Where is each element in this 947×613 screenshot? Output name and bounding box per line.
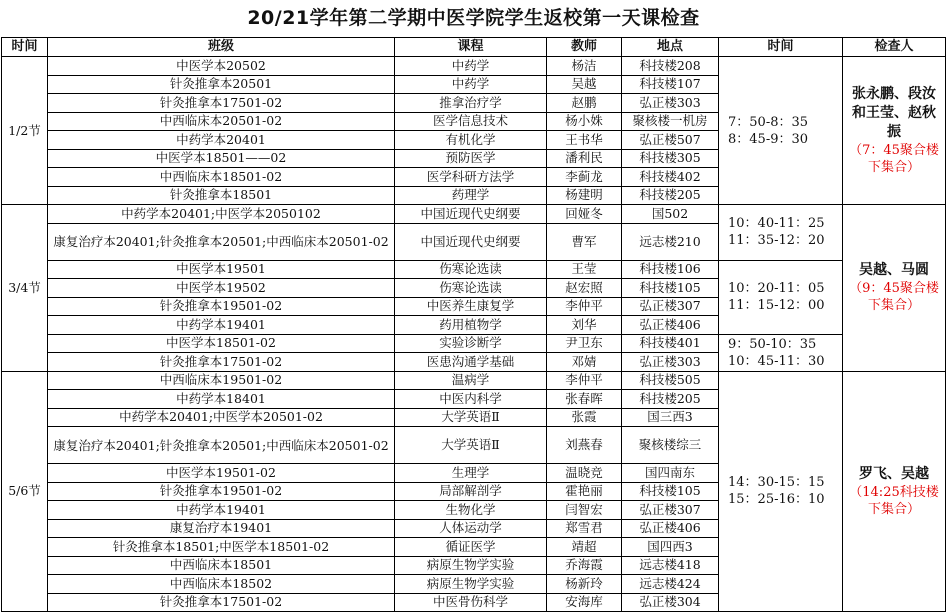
time-slot-first: 10：40-11：25 xyxy=(728,216,825,232)
course-cell: 生理学 xyxy=(395,464,547,483)
class-cell: 中西临床本18501-02 xyxy=(48,168,395,187)
class-cell: 中药学本20401;中医学本2050102 xyxy=(48,205,395,224)
table-row xyxy=(2,334,946,353)
class-cell: 针灸推拿本17501-02 xyxy=(48,94,395,113)
course-cell: 病原生物学实验 xyxy=(395,575,547,594)
course-cell: 医学信息技术 xyxy=(395,112,547,131)
class-cell: 针灸推拿本20501 xyxy=(48,75,395,94)
course-cell: 中国近现代史纲要 xyxy=(395,205,547,224)
place-cell: 国四南东 xyxy=(622,464,719,483)
place-cell: 科技楼105 xyxy=(622,279,719,298)
period-cell: 5/6节 xyxy=(2,371,48,612)
course-cell: 预防医学 xyxy=(395,149,547,168)
table-row xyxy=(2,371,946,390)
place-cell: 弘正楼303 xyxy=(622,94,719,113)
time-slot-first: 9：50-10：35 xyxy=(728,336,817,352)
course-cell: 中国近现代史纲要 xyxy=(395,223,547,260)
class-cell: 针灸推拿本17501-02 xyxy=(48,353,395,372)
teacher-cell: 靖超 xyxy=(547,538,622,557)
time-cell xyxy=(719,205,843,261)
time-slot-second: 10：45-11：30 xyxy=(728,353,825,369)
teacher-cell: 闫智宏 xyxy=(547,501,622,520)
place-cell: 弘正楼406 xyxy=(622,519,719,538)
course-cell: 大学英语Ⅱ xyxy=(395,408,547,427)
teacher-cell: 潘利民 xyxy=(547,149,622,168)
course-cell: 局部解剖学 xyxy=(395,482,547,501)
class-cell: 针灸推拿本17501-02 xyxy=(48,593,395,612)
teacher-cell: 刘燕春 xyxy=(547,427,622,464)
place-cell: 科技楼107 xyxy=(622,75,719,94)
class-cell: 中药学本19401 xyxy=(48,316,395,335)
class-cell: 中西临床本18501 xyxy=(48,556,395,575)
inspector-meeting-note: （14:25科技楼下集合） xyxy=(849,484,939,517)
course-cell: 大学英语Ⅱ xyxy=(395,427,547,464)
teacher-cell: 杨小姝 xyxy=(547,112,622,131)
inspector-cell xyxy=(843,205,946,372)
place-cell: 科技楼505 xyxy=(622,371,719,390)
page-title: 20/21学年第二学期中医学院学生返校第一天课检查 xyxy=(247,7,700,29)
place-cell: 聚核楼综三 xyxy=(622,427,719,464)
time-slot-second: 11：15-12：00 xyxy=(728,298,825,313)
class-cell: 针灸推拿本18501;中医学本18501-02 xyxy=(48,538,395,557)
time-cell xyxy=(719,371,843,612)
course-cell: 温病学 xyxy=(395,371,547,390)
col-header-course: 课程 xyxy=(395,38,547,57)
teacher-cell: 尹卫东 xyxy=(547,334,622,353)
place-cell: 远志楼210 xyxy=(622,223,719,260)
class-cell: 针灸推拿本19501-02 xyxy=(48,297,395,316)
time-slot-first: 14：30-15：15 xyxy=(728,475,825,491)
col-header-time: 时间 xyxy=(719,38,843,57)
teacher-cell: 霍艳丽 xyxy=(547,482,622,501)
course-cell: 中医内科学 xyxy=(395,390,547,409)
place-cell: 科技楼105 xyxy=(622,482,719,501)
place-cell: 科技楼208 xyxy=(622,57,719,76)
course-cell: 中医养生康复学 xyxy=(395,297,547,316)
course-cell: 伤寒论选读 xyxy=(395,279,547,298)
teacher-cell: 赵宏照 xyxy=(547,279,622,298)
inspector-meeting-note: （9：45聚合楼下集合） xyxy=(849,281,939,314)
col-header-period: 时间 xyxy=(2,38,48,57)
teacher-cell: 邓婧 xyxy=(547,353,622,372)
time-cell xyxy=(719,57,843,205)
class-cell: 中医学本19501 xyxy=(48,260,395,279)
place-cell: 弘正楼507 xyxy=(622,131,719,150)
place-cell: 科技楼106 xyxy=(622,260,719,279)
teacher-cell: 杨洁 xyxy=(547,57,622,76)
class-cell: 中药学本20401 xyxy=(48,131,395,150)
schedule-body xyxy=(2,57,946,612)
inspector-meeting-note: （7：45聚合楼下集合） xyxy=(849,143,939,175)
place-cell: 科技楼205 xyxy=(622,186,719,205)
time-slot-second: 11：35-12：20 xyxy=(728,233,825,249)
teacher-cell: 王书华 xyxy=(547,131,622,150)
class-cell: 中医学本20502 xyxy=(48,57,395,76)
inspector-cell xyxy=(843,57,946,205)
course-cell: 病原生物学实验 xyxy=(395,556,547,575)
table-row xyxy=(2,260,946,279)
class-cell: 中药学本20401;中医学本20501-02 xyxy=(48,408,395,427)
place-cell: 科技楼401 xyxy=(622,334,719,353)
inspector-names: 罗飞、吴越 xyxy=(859,465,929,482)
col-header-teacher: 教师 xyxy=(547,38,622,57)
teacher-cell: 张春晖 xyxy=(547,390,622,409)
inspector-cell xyxy=(843,371,946,612)
teacher-cell: 杨新玲 xyxy=(547,575,622,594)
teacher-cell: 温晓竞 xyxy=(547,464,622,483)
place-cell: 国四西3 xyxy=(622,538,719,557)
teacher-cell: 李蓟龙 xyxy=(547,168,622,187)
course-cell: 中药学 xyxy=(395,75,547,94)
place-cell: 国三西3 xyxy=(622,408,719,427)
teacher-cell: 李仲平 xyxy=(547,297,622,316)
class-cell: 中医学本18501-02 xyxy=(48,334,395,353)
header-row xyxy=(2,38,946,57)
course-cell: 有机化学 xyxy=(395,131,547,150)
course-cell: 医患沟通学基础 xyxy=(395,353,547,372)
place-cell: 弘正楼303 xyxy=(622,353,719,372)
schedule-table xyxy=(1,37,946,612)
time-slot-second: 15：25-16：10 xyxy=(728,492,825,508)
col-header-class: 班级 xyxy=(48,38,395,57)
teacher-cell: 曹军 xyxy=(547,223,622,260)
course-cell: 中医骨伤科学 xyxy=(395,593,547,612)
teacher-cell: 赵鹏 xyxy=(547,94,622,113)
teacher-cell: 回娅冬 xyxy=(547,205,622,224)
course-cell: 药理学 xyxy=(395,186,547,205)
course-cell: 人体运动学 xyxy=(395,519,547,538)
teacher-cell: 刘华 xyxy=(547,316,622,335)
course-cell: 医学科研方法学 xyxy=(395,168,547,187)
class-cell: 康复治疗本20401;针灸推拿本20501;中西临床本20501-02 xyxy=(48,223,395,260)
class-cell: 中医学本18501——02 xyxy=(48,149,395,168)
place-cell: 聚核楼一机房 xyxy=(622,112,719,131)
class-cell: 中药学本18401 xyxy=(48,390,395,409)
time-cell xyxy=(719,260,843,334)
place-cell: 弘正楼307 xyxy=(622,297,719,316)
teacher-cell: 李仲平 xyxy=(547,371,622,390)
place-cell: 弘正楼304 xyxy=(622,593,719,612)
class-cell: 中医学本19501-02 xyxy=(48,464,395,483)
period-cell: 1/2节 xyxy=(2,57,48,205)
time-slot-second: 8：45-9：30 xyxy=(728,131,809,147)
class-cell: 中西临床本19501-02 xyxy=(48,371,395,390)
place-cell: 科技楼205 xyxy=(622,390,719,409)
time-slot-first: 10：20-11：05 xyxy=(728,281,825,296)
teacher-cell: 王莹 xyxy=(547,260,622,279)
class-cell: 中医学本19502 xyxy=(48,279,395,298)
class-cell: 中西临床本20501-02 xyxy=(48,112,395,131)
place-cell: 远志楼418 xyxy=(622,556,719,575)
course-cell: 实验诊断学 xyxy=(395,334,547,353)
course-cell: 推拿治疗学 xyxy=(395,94,547,113)
class-cell: 针灸推拿本18501 xyxy=(48,186,395,205)
place-cell: 远志楼424 xyxy=(622,575,719,594)
class-cell: 中药学本19401 xyxy=(48,501,395,520)
inspector-names: 吴越、马圆 xyxy=(859,262,929,279)
course-cell: 伤寒论选读 xyxy=(395,260,547,279)
class-cell: 中西临床本18502 xyxy=(48,575,395,594)
course-cell: 生物化学 xyxy=(395,501,547,520)
place-cell: 弘正楼307 xyxy=(622,501,719,520)
inspector-names: 张永鹏、段汝和王莹、赵秋振 xyxy=(852,86,936,140)
course-cell: 中药学 xyxy=(395,57,547,76)
teacher-cell: 吴越 xyxy=(547,75,622,94)
teacher-cell: 乔海霞 xyxy=(547,556,622,575)
time-cell xyxy=(719,334,843,371)
place-cell: 国502 xyxy=(622,205,719,224)
class-cell: 针灸推拿本19501-02 xyxy=(48,482,395,501)
teacher-cell: 郑雪君 xyxy=(547,519,622,538)
period-cell: 3/4节 xyxy=(2,205,48,372)
time-slot-first: 7：50-8：35 xyxy=(728,114,809,130)
teacher-cell: 安海库 xyxy=(547,593,622,612)
teacher-cell: 杨建明 xyxy=(547,186,622,205)
table-row xyxy=(2,205,946,224)
place-cell: 科技楼305 xyxy=(622,149,719,168)
place-cell: 弘正楼406 xyxy=(622,316,719,335)
col-header-place: 地点 xyxy=(622,38,719,57)
class-cell: 康复治疗本19401 xyxy=(48,519,395,538)
course-cell: 药用植物学 xyxy=(395,316,547,335)
place-cell: 科技楼402 xyxy=(622,168,719,187)
table-row xyxy=(2,57,946,76)
teacher-cell: 张霞 xyxy=(547,408,622,427)
class-cell: 康复治疗本20401;针灸推拿本20501;中西临床本20501-02 xyxy=(48,427,395,464)
course-cell: 循证医学 xyxy=(395,538,547,557)
col-header-inspector: 检查人 xyxy=(843,38,946,57)
